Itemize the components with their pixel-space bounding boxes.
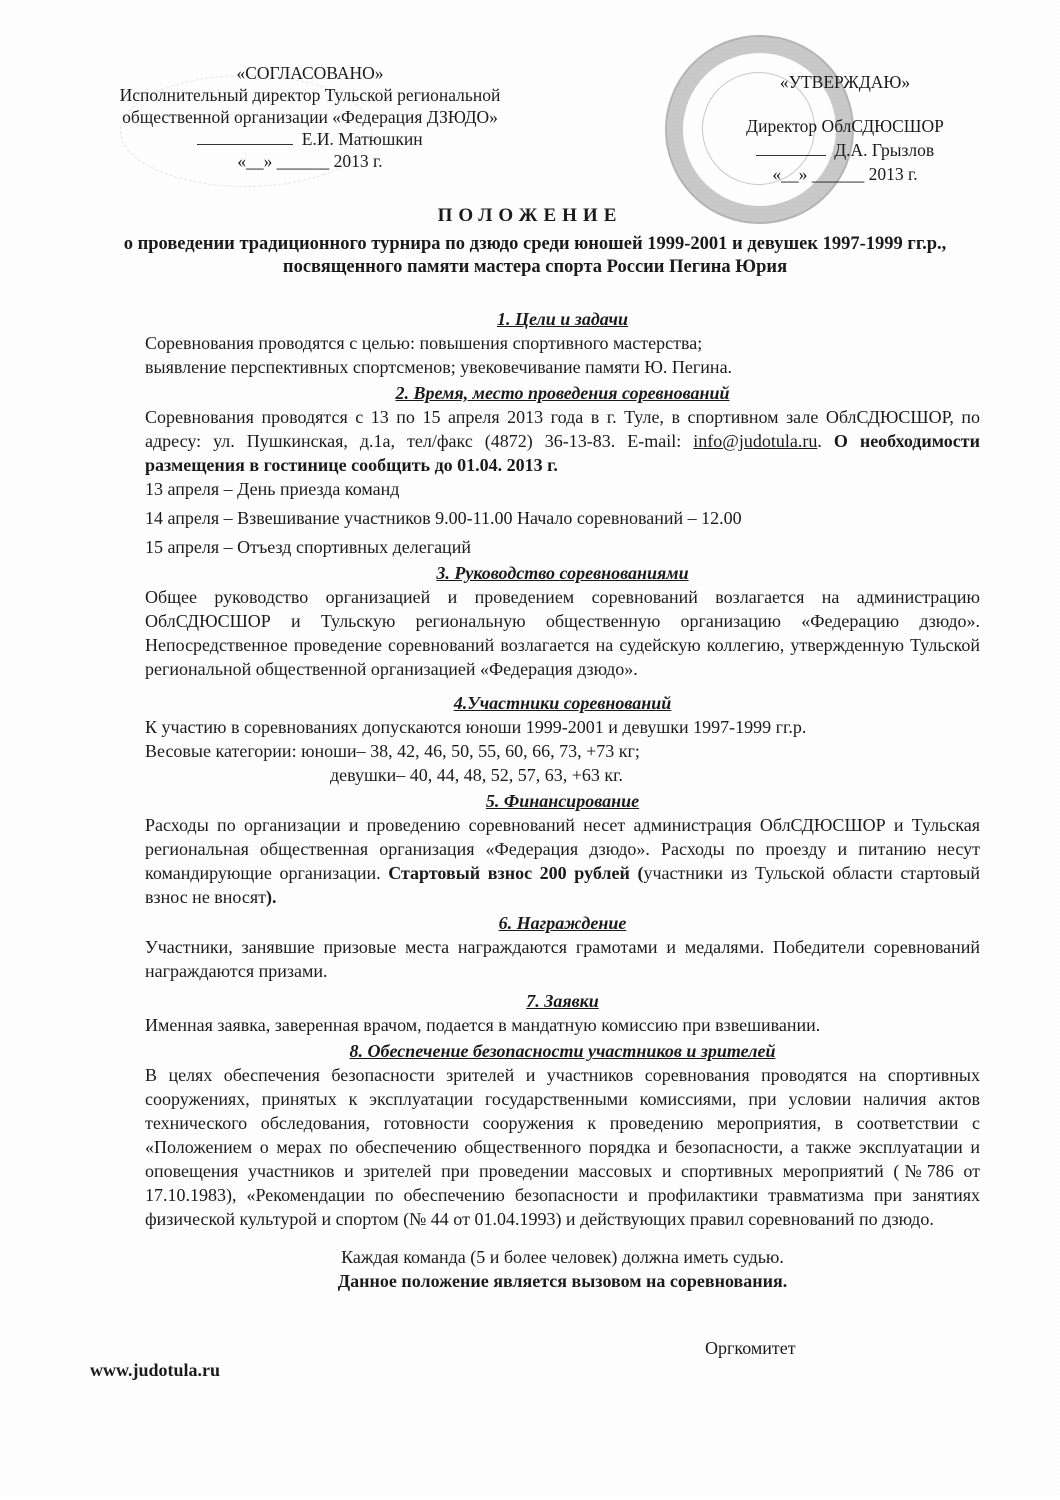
section-7-paragraph: Именная заявка, заверенная врачом, подается в мандатную комиссию при взвешивании. [145, 1015, 821, 1035]
approved-signer: Д.А. Грызлов [834, 140, 935, 160]
section-1-line-2: выявление перспективных спортсменов; увековечивание памяти Ю. Пегина. [145, 357, 733, 377]
approved-heading: «УТВЕРЖДАЮ» [779, 72, 911, 92]
approval-block-approved [700, 70, 990, 186]
schedule-day-3: 15 апреля – Отъезд спортивных делегаций [145, 537, 471, 557]
agreed-date: «__» ______ 2013 г. [237, 151, 383, 171]
agreed-position-line2: общественной организации «Федерация ДЗЮДО» [122, 107, 498, 127]
section-8-paragraph: В целях обеспечения безопасности зрителей и участников соревнования проводятся на спортивных сооружениях, принятых к эксплуатации государственными комиссиями, при условии наличия актов технического обследования, готовности сооружения к проведению мероприятия, в соответствии с «Положением о мерах по обеспечению общественного порядка и безопасности, а также эксплуатации и оповещения участников и зрителей при проведении массовых и спортивных мероприятий (№786 от 17.10.1983), «Рекомендации по обеспечению безопасности и профилактики травматизма при занятиях физической культурой и спортом (№ 44 от 01.04.1993) и действующих правил соревнований по дзюдо. [145, 1065, 980, 1229]
schedule-day-1: 13 апреля – День приезда команд [145, 479, 400, 499]
section-6-heading: 6. Награждение [498, 913, 627, 933]
section-3-heading: 3. Руководство соревнованиями [436, 563, 689, 583]
agreed-signature-line [90, 128, 530, 150]
participants-line: К участию в соревнованиях допускаются юноши 1999-2001 и девушки 1997-1999 гг.р. [145, 717, 807, 737]
signature-agreed [197, 130, 293, 145]
footer-notes [145, 1245, 980, 1293]
section-6-paragraph: Участники, занявшие призовые места награждаются грамотами и медалями. Победители соревнований награждаются призами. [145, 937, 980, 981]
schedule-day-2: 14 апреля – Взвешивание участников 9.00-11.00 Начало соревнований – 12.00 [145, 508, 742, 528]
agreed-heading: «СОГЛАСОВАНО» [236, 63, 384, 83]
entry-fee: Стартовый взнос 200 рублей ( [388, 863, 644, 883]
judge-requirement: Каждая команда (5 и более человек) должна иметь судью. [341, 1247, 784, 1267]
agreed-signer: Е.И. Матюшкин [301, 129, 423, 149]
section-1-heading: 1. Цели и задачи [497, 309, 628, 329]
website-link[interactable]: www.judotula.ru [90, 1360, 221, 1380]
approval-block-agreed [90, 62, 530, 172]
section-7-heading: 7. Заявки [526, 991, 599, 1011]
organizing-committee: Оргкомитет [705, 1338, 796, 1358]
section-3-paragraph: Общее руководство организацией и проведением соревнований возлагается на администрацию ОблСДЮСШОР и Тульскую региональную общественную организацию «Федерацию дзюдо». Непосредственное проведение соревнований возлагается на судейскую коллегию, утвержденную Тульской региональной общественной организацией «Федерация дзюдо». [145, 587, 980, 679]
section-8-heading: 8. Обеспечение безопасности участников и зрителей [349, 1041, 776, 1061]
section-1-line-1: Соревнования проводятся с целью: повышения спортивного мастерства; [145, 333, 703, 353]
section-5-heading: 5. Финансирование [485, 791, 640, 811]
signature-approved [756, 141, 826, 156]
section-2-paragraph: Соревнования проводятся с 13 по 15 апреля 2013 года в г. Туле, в спортивном зале ОблСДЮСШОР, по адресу: ул. Пушкинская, д.1а, тел/факс (4872) 36-13-83. E-mail: info@judotula.ru. О необходимости размещения в гостинице сообщить до 01.04. 2013 г. [145, 407, 980, 475]
document-title: ПОЛОЖЕНИЕ [437, 205, 623, 226]
agreed-position-line1: Исполнительный директор Тульской региональной [119, 85, 501, 105]
approved-position: Директор ОблСДЮСШОР [746, 116, 944, 136]
email-link[interactable]: info@judotula.ru [693, 431, 818, 451]
weight-categories-boys: Весовые категории: юноши– 38, 42, 46, 50, 55, 60, 66, 73, +73 кг; [145, 741, 640, 761]
section-2-heading: 2. Время, место проведения соревнований [395, 383, 730, 403]
document-subtitle: о проведении традиционного турнира по дзюдо среди юношей 1999-2001 и девушек 1997-1999 гг.р., посвященного памяти мастера спорта России Пегина Юрия [123, 234, 947, 277]
section-4-heading: 4.Участники соревнований [453, 693, 672, 713]
document-body [145, 305, 980, 1293]
weight-categories-girls: девушки– 40, 44, 48, 52, 57, 63, +63 кг. [330, 765, 624, 785]
section-5-paragraph: Расходы по организации и проведению соревнований несет администрация ОблСДЮСШОР и Тульская региональная общественная организация «Федерация дзюдо». Расходы по проезду и питанию несут командирующие организации. Стартовый взнос 200 рублей (участники из Тульской области стартовый взнос не вносят). [145, 815, 980, 907]
approved-signature-line [700, 138, 990, 162]
hotel-notice: О необходимости размещения в гостинице сообщить до 01.04. 2013 г. [145, 431, 980, 475]
approved-date: «__» ______ 2013 г. [772, 164, 918, 184]
call-to-competition: Данное положение является вызовом на соревнования. [337, 1271, 788, 1291]
